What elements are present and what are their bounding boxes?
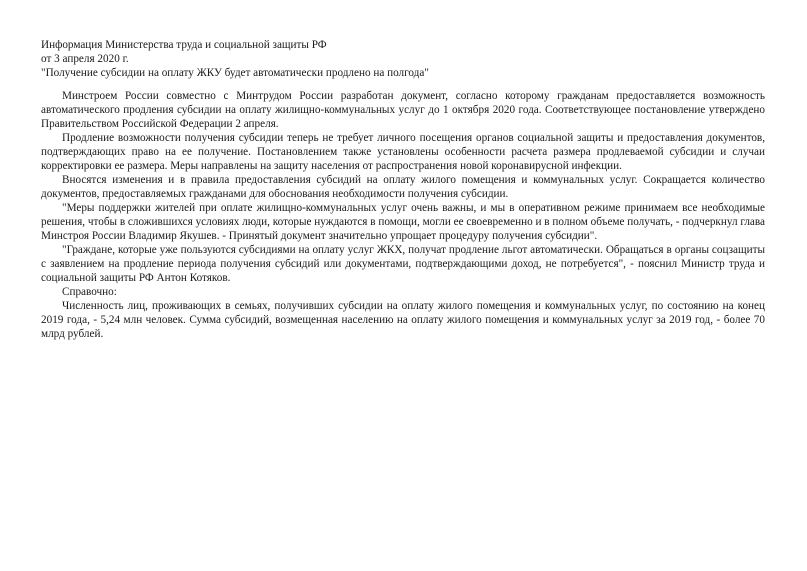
paragraph-quote-yakushev: "Меры поддержки жителей при оплате жилищно-коммунальных услуг очень важны, и мы в оперативном режиме принимаем все необходимые решения, чтобы в сложившихся условиях люди, которые нуждаются в помощи, могли ее своевременно и в полном объеме получать, - подчеркнул глава Минстроя России Владимир Якушев. - Принятый документ значительно упрощает процедуру получения субсидии". bbox=[41, 202, 765, 242]
paragraph-intro: Минстроем России совместно с Минтрудом России разработан документ, согласно которому гражданам предоставляется возможность автоматического продления субсидии на оплату жилищно-коммунальных услуг до 1 октября 2020 года. Соответствующее постановление утверждено Правительством Российской Федерации 2 апреля. bbox=[41, 90, 765, 130]
document-body bbox=[41, 89, 765, 341]
header-title-line: "Получение субсидии на оплату ЖКУ будет автоматически продлено на полгода" bbox=[41, 67, 429, 79]
paragraph-reference-heading: Справочно: bbox=[62, 286, 117, 298]
document-header bbox=[41, 38, 761, 80]
paragraph-statistics: Численность лиц, проживающих в семьях, получивших субсидии на оплату жилого помещения и коммунальных услуг, по состоянию на конец 2019 года, - 5,24 млн человек. Сумма субсидий, возмещенная населению на оплату жилого помещения и коммунальных услуг за 2019 год, - более 70 млрд рублей. bbox=[41, 300, 765, 340]
paragraph-quote-kotyakov: "Граждане, которые уже пользуются субсидиями на оплату услуг ЖКХ, получат продление льгот автоматически. Обращаться в органы соцзащиты с заявлением на продление периода получения субсидий или документами, подтверждающими доход, не потребуется", - пояснил Министр труда и социальной защиты РФ Антон Котяков. bbox=[41, 244, 765, 284]
header-source-line: Информация Министерства труда и социальной защиты РФ bbox=[41, 39, 327, 51]
paragraph-extension: Продление возможности получения субсидии теперь не требует личного посещения органов социальной защиты и предоставления документов, подтверждающих право на ее получение. Постановлением также установлены особенности расчета размера продлеваемой субсидии и случаи корректировки ее размера. Меры направлены на защиту населения от распространения новой коронавирусной инфекции. bbox=[41, 132, 765, 172]
paragraph-rules-changes: Вносятся изменения и в правила предоставления субсидий на оплату жилого помещения и коммунальных услуг. Сокращается количество документов, предоставляемых гражданами для обоснования необходимости получения субсидии. bbox=[41, 174, 765, 200]
header-date-line: от 3 апреля 2020 г. bbox=[41, 53, 129, 65]
